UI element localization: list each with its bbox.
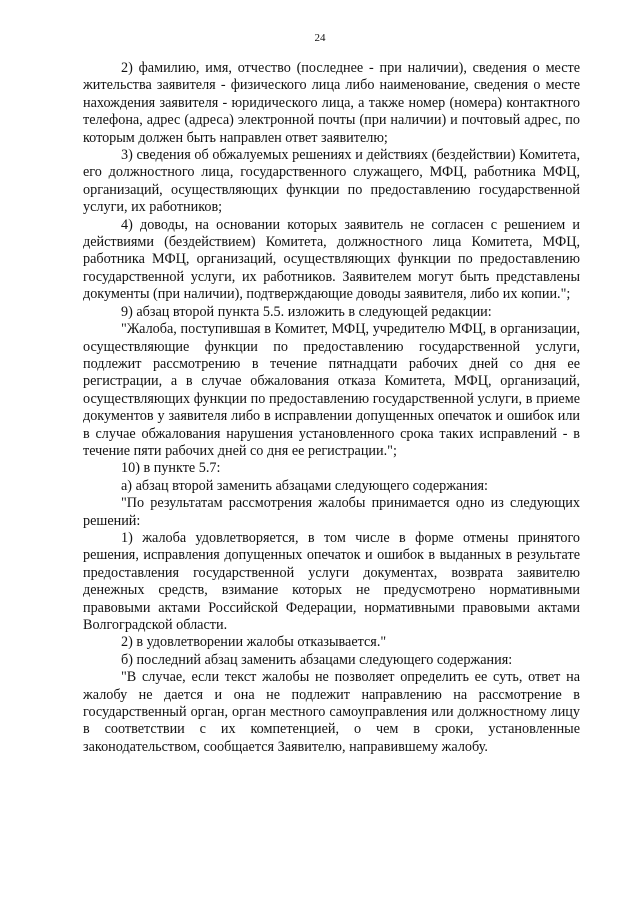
paragraph-unclear-complaint: "В случае, если текст жалобы не позволяет определить ее суть, ответ на жалобу не дается и она не подлежит направлению на рассмотрение в государственный орган, орган местного самоуправления или должностному лицу в соответствии с их компетенцией, о чем в сроки, установленные законодательством, сообщается Заявителю, направившему жалобу. [83,669,580,755]
paragraph-item-2: 2) фамилию, имя, отчество (последнее - при наличии), сведения о месте жительства заявителя - физического лица либо наименование, сведения о месте нахождения заявителя - юридического лица, а также номер (номера) контактного телефона, адрес (адреса) электронной почты (при наличии) и почтовый адрес, по которым должен быть направлен ответ заявителю; [83,60,580,146]
paragraph-decision-2: 2) в удовлетворении жалобы отказывается." [121,634,387,651]
document-body [83,60,580,756]
paragraph-subitem-b: б) последний абзац заменить абзацами следующего содержания: [121,651,513,668]
paragraph-amendment-9: 9) абзац второй пункта 5.5. изложить в следующей редакции: [121,303,492,320]
paragraph-amendment-10: 10) в пункте 5.7: [121,460,221,477]
paragraph-item-4: 4) доводы, на основании которых заявитель не согласен с решением и действиями (бездействием) Комитета, должностного лица Комитета, МФЦ, работника МФЦ, организаций, осуществляющих функции по предоставлению государственной услуги, их работников. Заявителем могут быть представлены документы (при наличии), подтверждающие доводы заявителя, либо их копии."; [83,216,580,303]
paragraph-complaint-review: "Жалоба, поступившая в Комитет, МФЦ, учредителю МФЦ, в организации, осуществляющие функции по предоставлению государственной услуги, подлежит рассмотрению в течение пятнадцати рабочих дней со дня ее регистрации, а в случае обжалования отказа Комитета, МФЦ, организаций, осуществляющих функции по предоставлению государственной услуги, в приеме документов у заявителя либо в исправлении допущенных опечаток и ошибок или в случае обжалования нарушения установленного срока таких исправлений - в течение пяти рабочих дней со дня ее регистрации."; [83,321,580,459]
paragraph-decision-intro: "По результатам рассмотрения жалобы принимается одно из следующих решений: [83,495,580,529]
paragraph-subitem-a: а) абзац второй заменить абзацами следующего содержания: [121,477,488,494]
page-number: 24 [314,32,326,44]
paragraph-item-3: 3) сведения об обжалуемых решениях и действиях (бездействии) Комитета, его должностного лица, государственного служащего, МФЦ, работника МФЦ, организаций, осуществляющих функции по предоставлению государственной услуги, их работников; [83,147,580,216]
paragraph-decision-1: 1) жалоба удовлетворяется, в том числе в форме отмены принятого решения, исправления допущенных опечаток и ошибок в выданных в результате предоставления государственной услуги документах, возврата заявителю денежных средств, взимание которых не предусмотрено нормативными правовыми актами Российской Федерации, нормативными правовыми актами Волгоградской области. [83,529,580,633]
